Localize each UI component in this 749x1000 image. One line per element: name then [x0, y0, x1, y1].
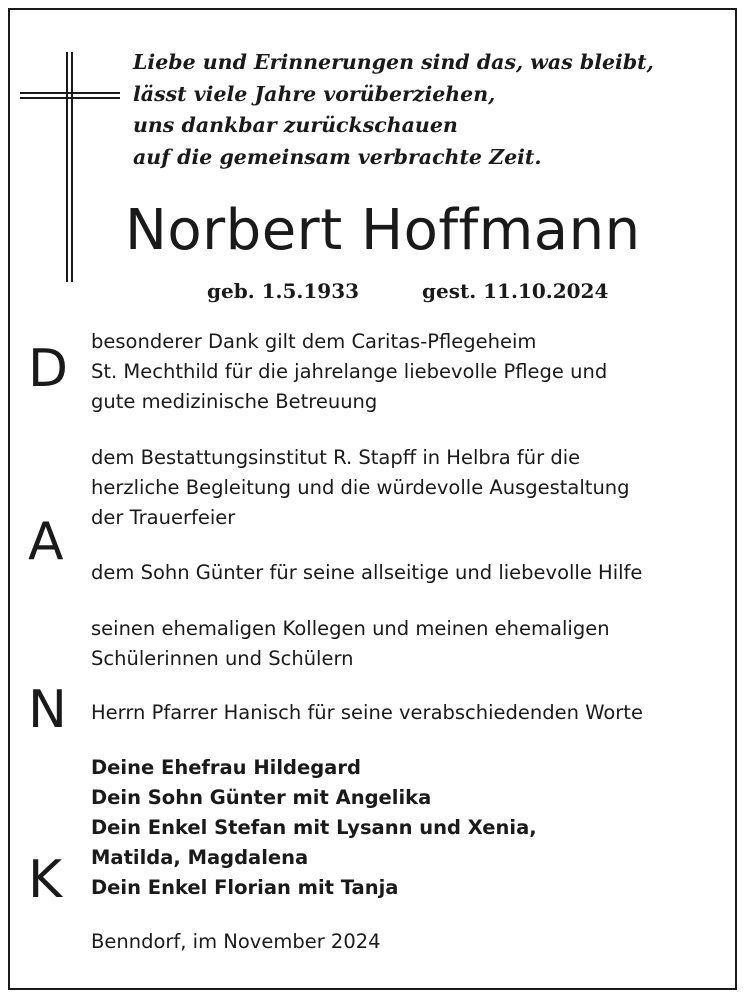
- place-date: Benndorf, im November 2024: [91, 930, 381, 953]
- dank-letter-k: K: [28, 850, 63, 910]
- motto-verse: [133, 47, 693, 173]
- deceased-name: Norbert Hoffmann: [125, 198, 641, 263]
- thanks-pastor: [91, 698, 731, 728]
- thanks-colleagues: [91, 614, 731, 674]
- thanks-funeral-home: [91, 443, 731, 533]
- family-line: Dein Sohn Günter mit Angelika: [91, 786, 432, 809]
- family-line: Deine Ehefrau Hildegard: [91, 756, 361, 779]
- dank-letter-d: D: [28, 339, 69, 399]
- family-line: Dein Enkel Stefan mit Lysann und Xenia,: [91, 816, 537, 839]
- thanks-line: Herrn Pfarrer Hanisch für seine verabschiedenden Worte: [91, 701, 643, 724]
- death-date: gest. 11.10.2024: [422, 279, 609, 303]
- motto-line: uns dankbar zurückschauen: [133, 113, 458, 137]
- thanks-line: dem Bestattungsinstitut R. Stapff in Helbra für die: [91, 446, 581, 469]
- thanks-line: besonderer Dank gilt dem Caritas-Pflegeheim: [91, 330, 537, 353]
- thanks-line: herzliche Begleitung und die würdevolle Ausgestaltung: [91, 476, 630, 499]
- thanks-line: dem Sohn Günter für seine allseitige und liebevolle Hilfe: [91, 561, 643, 584]
- thanks-line: Schülerinnen und Schülern: [91, 647, 354, 670]
- family-line: Dein Enkel Florian mit Tanja: [91, 876, 399, 899]
- thanks-line: seinen ehemaligen Kollegen und meinen ehemaligen: [91, 617, 610, 640]
- dank-letter-a: A: [28, 512, 64, 572]
- cross-icon: [20, 52, 120, 282]
- birth-date: geb. 1.5.1933: [207, 279, 360, 303]
- thanks-line: gute medizinische Betreuung: [91, 390, 378, 413]
- thanks-line: der Trauerfeier: [91, 506, 236, 529]
- thanks-line: St. Mechthild für die jahrelange liebevolle Pflege und: [91, 360, 608, 383]
- motto-line: auf die gemeinsam verbrachte Zeit.: [133, 144, 542, 169]
- family-line: Matilda, Magdalena: [91, 846, 309, 869]
- thanks-caritas: [91, 327, 731, 417]
- family-signatures: [91, 753, 731, 903]
- motto-line: lässt viele Jahre vorüberziehen,: [133, 81, 496, 106]
- thanks-son: [91, 558, 731, 588]
- dank-letter-n: N: [28, 680, 67, 740]
- motto-line: Liebe und Erinnerungen sind das, was bleibt,: [133, 50, 654, 74]
